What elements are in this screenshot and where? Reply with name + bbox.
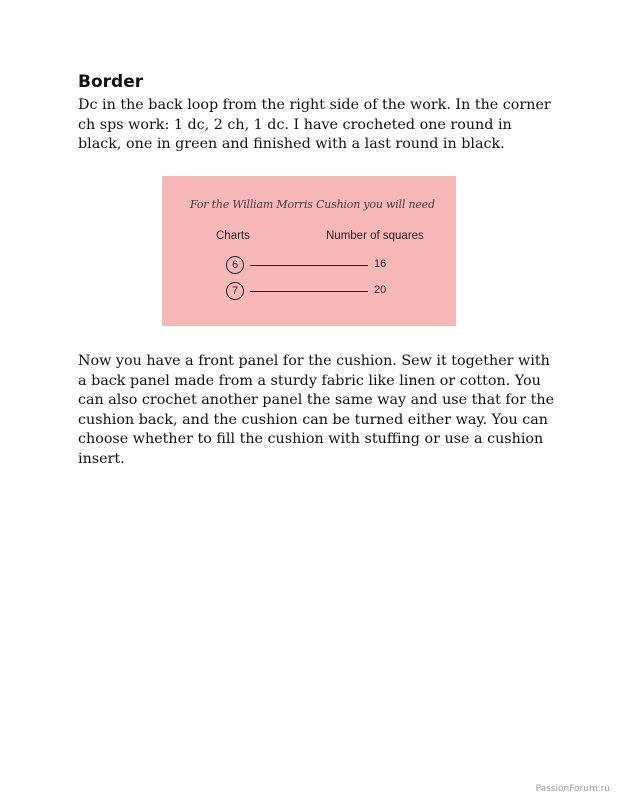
paragraph-border-instructions: Dc in the back loop from the right side of the work. In the corner ch sps work: 1 dc, 2 ch, 1 dc. I have crocheted one round in black, one in green and finished with a last round in black. — [78, 97, 551, 152]
materials-infobox — [162, 176, 456, 326]
leader-line — [250, 265, 368, 266]
squares-column-header: Number of squares — [326, 230, 424, 242]
chart-row — [226, 256, 436, 276]
squares-count: 16 — [374, 258, 387, 270]
chart-number-badge: 6 — [226, 256, 244, 274]
site-watermark: PassionForum.ru — [535, 784, 610, 794]
chart-number-badge: 7 — [226, 282, 244, 300]
infobox-title: For the William Morris Cushion you will need — [190, 198, 435, 211]
squares-count: 20 — [374, 284, 387, 296]
charts-column-header: Charts — [216, 230, 250, 242]
paragraph-assembly-instructions: Now you have a front panel for the cushion. Sew it together with a back panel made from a sturdy fabric like linen or cotton. You can also crochet another panel the same way and use that for the cushion back, and the cushion can be turned either way. You can choose whether to fill the cushion with stuffing or use a cushion insert. — [78, 353, 555, 467]
chart-row — [226, 282, 436, 302]
leader-line — [250, 291, 368, 292]
section-heading: Border — [78, 72, 144, 92]
